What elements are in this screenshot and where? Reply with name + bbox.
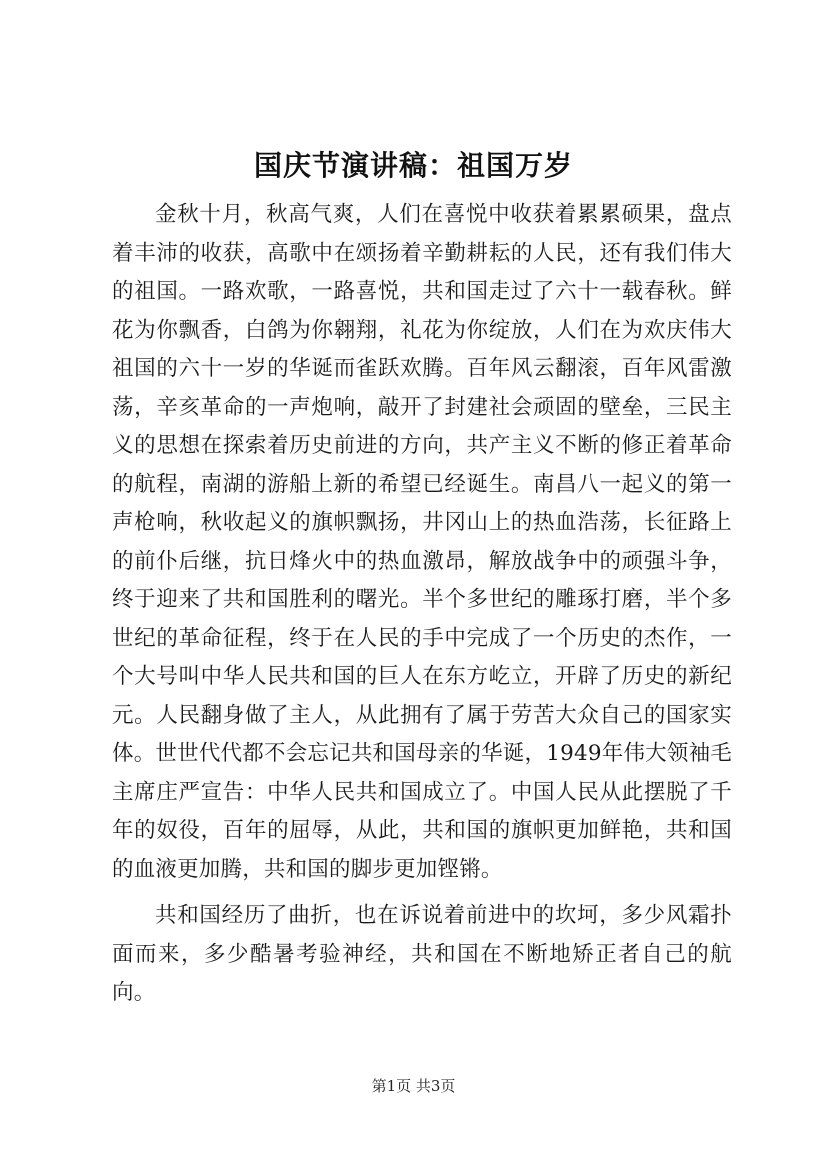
paragraph: 金秋十月，秋高气爽，人们在喜悦中收获着累累硕果，盘点着丰沛的收获，高歌中在颂扬着辛勤耕耘的人民，还有我们伟大的祖国。一路欢歌，一路喜悦，共和国走过了六十一载春秋。鲜花为你飘香，白鸽为你翱翔，礼花为你绽放，人们在为欢庆伟大祖国的六十一岁的华诞而雀跃欢腾。百年风云翻滚，百年风雷激荡，辛亥革命的一声炮响，敲开了封建社会顽固的壁垒，三民主义的思想在探索着历史前进的方向，共产主义不断的修正着革命的航程，南湖的游船上新的希望已经诞生。南昌八一起义的第一声枪响，秋收起义的旗帜飘扬，井冈山上的热血浩荡，长征路上的前仆后继，抗日烽火中的热血激昂，解放战争中的顽强斗争，终于迎来了共和国胜利的曙光。半个多世纪的雕琢打磨，半个多世纪的革命征程，终于在人民的手中完成了一个历史的杰作，一个大号叫中华人民共和国的巨人在东方屹立，开辟了历史的新纪元。人民翻身做了主人，从此拥有了属于劳苦大众自己的国家实体。世世代代都不会忘记共和国母亲的华诞，1949年伟大领袖毛主席庄严宣告：中华人民共和国成立了。中国人民从此摆脱了千年的奴役，百年的屈辱，从此，共和国的旗帜更加鲜艳，共和国的血液更加腾，共和国的脚步更加铿锵。 xyxy=(112,202,732,882)
paragraph: 共和国经历了曲折，也在诉说着前进中的坎坷，多少风霜扑面而来，多少酷暑考验神经，共和国在不断地矫正者自己的航向。 xyxy=(112,903,732,1005)
page-footer: 第1页 共3页 xyxy=(371,1077,456,1095)
page-title: 国庆节演讲稿：祖国万岁 xyxy=(253,149,573,182)
document-body xyxy=(112,196,732,1021)
